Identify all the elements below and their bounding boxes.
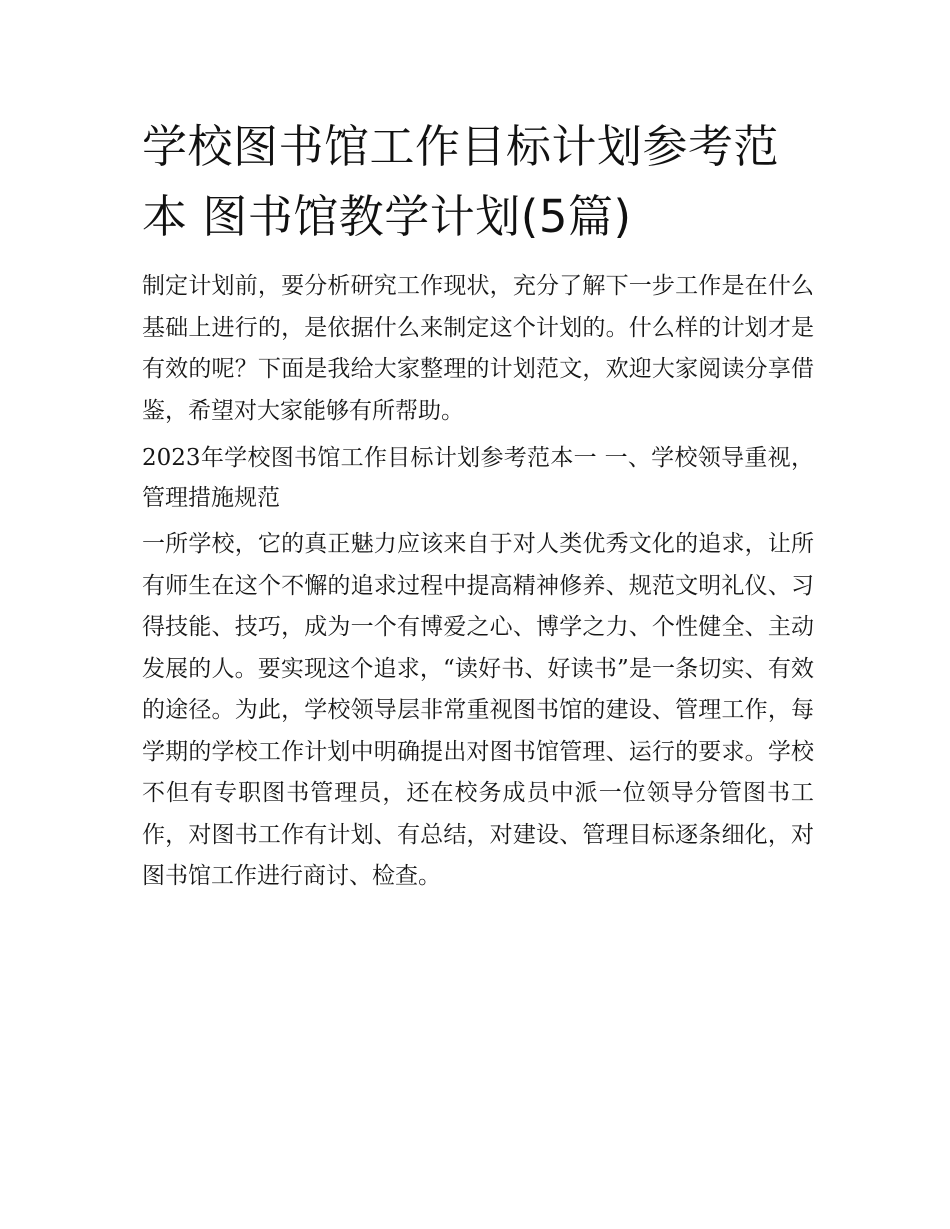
intro-paragraph: 制定计划前，要分析研究工作现状，充分了解下一步工作是在什么基础上进行的，是依据什么来制定这个计划的。什么样的计划才是有效的呢？下面是我给大家整理的计划范文，欢迎大家阅读分享借鉴，希望对大家能够有所帮助。 bbox=[142, 273, 814, 424]
section-heading: 2023年学校图书馆工作目标计划参考范本一 一、学校领导重视，管理措施规范 bbox=[142, 445, 814, 511]
document-page bbox=[142, 112, 814, 898]
body-paragraph: 一所学校，它的真正魅力应该来自于对人类优秀文化的追求，让所有师生在这个不懈的追求过程中提高精神修养、规范文明礼仪、习得技能、技巧，成为一个有博爱之心、博学之力、个性健全、主动发展的人。要实现这个追求，“读好书、好读书”是一条切实、有效的途径。为此，学校领导层非常重视图书馆的建设、管理工作，每学期的学校工作计划中明确提出对图书馆管理、运行的要求。学校不但有专职图书管理员，还在校务成员中派一位领导分管图书工作，对图书工作有计划、有总结，对建设、管理目标逐条细化，对图书馆工作进行商讨、检查。 bbox=[142, 531, 814, 889]
document-title: 学校图书馆工作目标计划参考范本 图书馆教学计划(5篇) bbox=[142, 120, 780, 243]
